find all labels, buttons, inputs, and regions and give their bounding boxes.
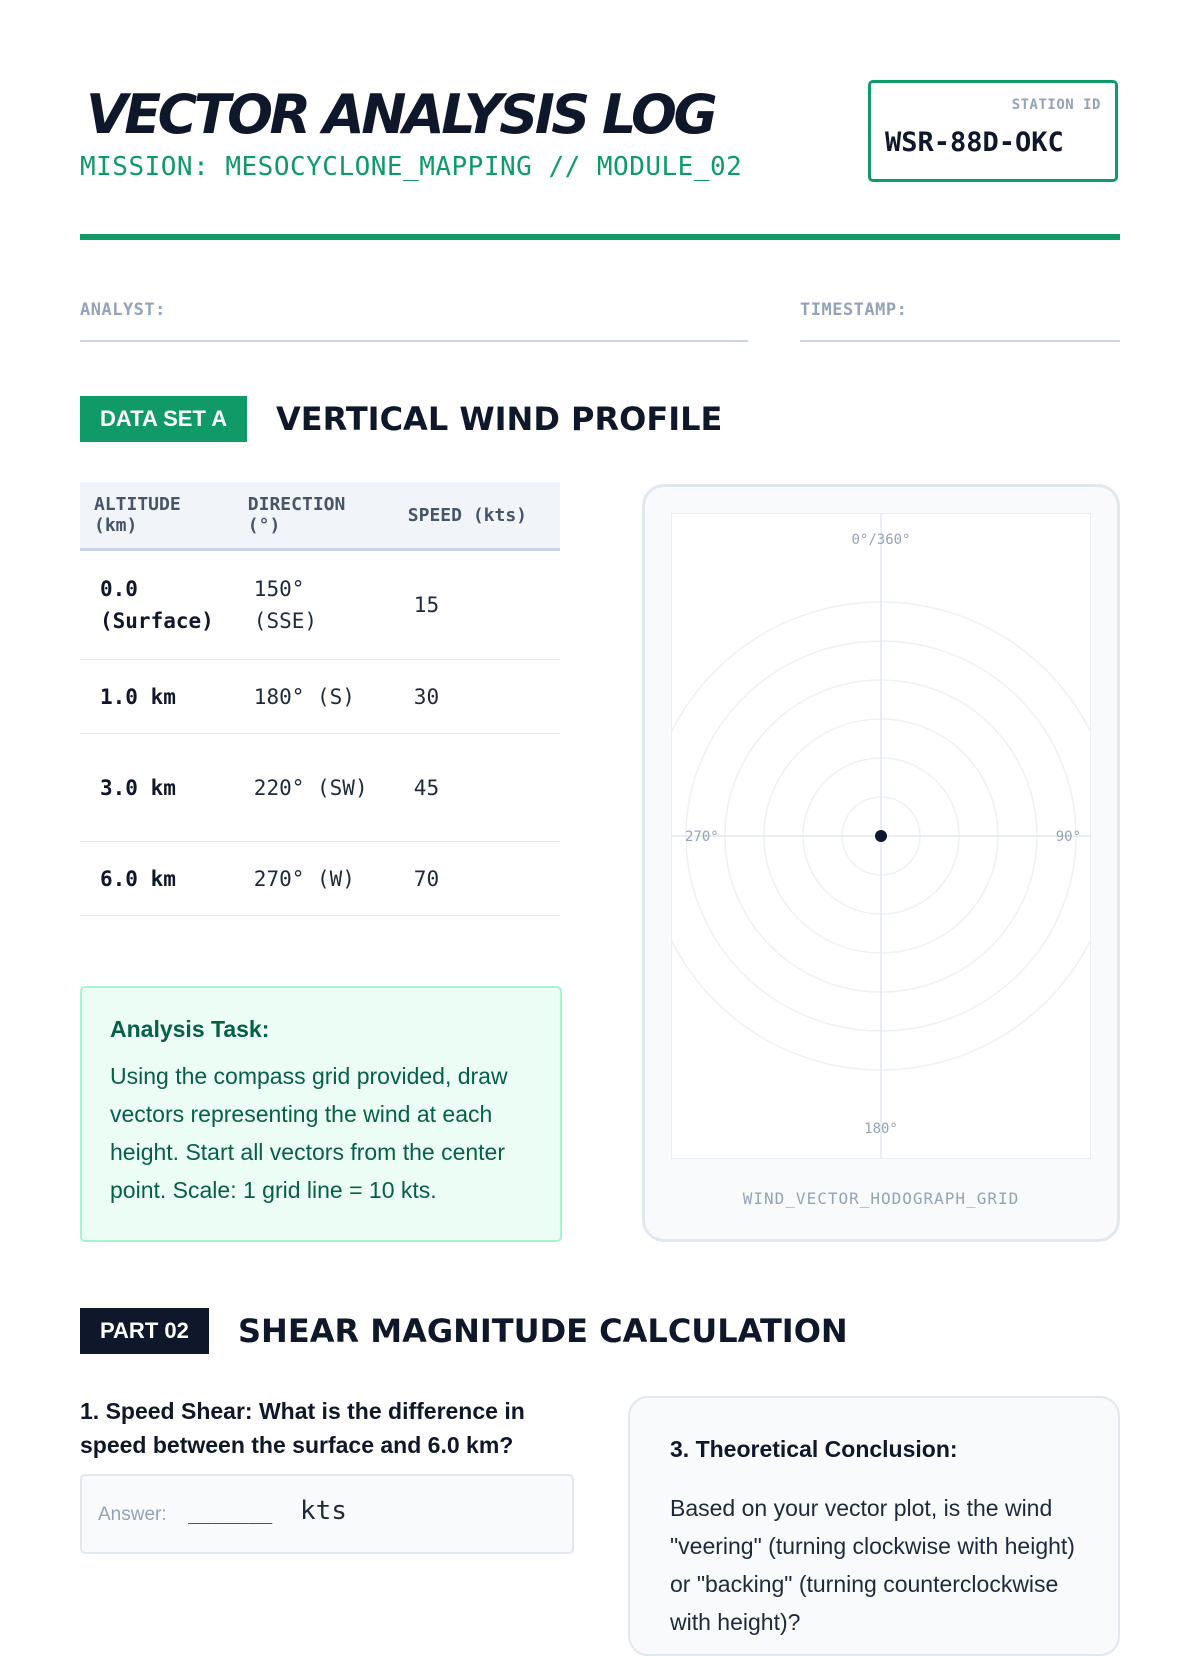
column-header-altitude: ALTITUDE (km): [80, 482, 234, 550]
altitude-cell: 3.0 km: [80, 734, 234, 842]
page-title: VECTOR ANALYSIS LOG: [86, 83, 715, 146]
direction-cell: 270° (W): [234, 842, 394, 916]
section-title-wind-profile: VERTICAL WIND PROFILE: [276, 400, 723, 438]
column-header-direction: DIRECTION (°): [234, 482, 394, 550]
altitude-cell: 1.0 km: [80, 660, 234, 734]
hodograph-card: [642, 484, 1120, 1242]
question-1-text: 1. Speed Shear: What is the difference in speed between the surface and 6.0 km?: [80, 1398, 525, 1458]
east-label: 90°: [1055, 829, 1081, 845]
answer-blank[interactable]: _______: [188, 1500, 273, 1524]
conclusion-title: 3. Theoretical Conclusion:: [670, 1436, 958, 1462]
north-label: 0°/360°: [851, 532, 911, 548]
station-id-label: STATION ID: [1011, 97, 1101, 113]
column-header-speed: SPEED (kts): [394, 482, 560, 550]
header-divider: [80, 234, 1120, 240]
analyst-input-line[interactable]: [80, 340, 748, 342]
mission-subtitle: MISSION: MESOCYCLONE_MAPPING // MODULE_02: [80, 152, 743, 182]
south-label: 180°: [864, 1121, 898, 1137]
table-row: [80, 734, 560, 842]
section-title-shear: SHEAR MAGNITUDE CALCULATION: [238, 1312, 848, 1350]
answer-unit: kts: [300, 1496, 347, 1526]
analyst-label: ANALYST:: [80, 300, 166, 320]
analysis-task-body: Using the compass grid provided, draw vectors representing the wind at each height. Start all vectors from the center point. Scale: 1 grid line = 10 kts.: [110, 1063, 508, 1203]
direction-cell: 180° (S): [234, 660, 394, 734]
wind-profile-table: [80, 482, 560, 916]
conclusion-body: Based on your vector plot, is the wind "veering" (turning clockwise with height) or "backing" (turning counterclockwise with height)?: [670, 1495, 1075, 1635]
analysis-task-title: Analysis Task:: [110, 1016, 270, 1042]
speed-cell: 70: [394, 842, 560, 916]
altitude-cell: 0.0 (Surface): [80, 550, 234, 660]
answer-field[interactable]: [80, 1474, 574, 1554]
speed-cell: 45: [394, 734, 560, 842]
speed-cell: 30: [394, 660, 560, 734]
analysis-task-box: [80, 986, 562, 1242]
answer-label: Answer:: [98, 1504, 167, 1525]
table-row: [80, 550, 560, 660]
theoretical-conclusion-box: [628, 1396, 1120, 1656]
table-row: [80, 660, 560, 734]
hodograph-caption: WIND_VECTOR_HODOGRAPH_GRID: [742, 1189, 1020, 1208]
table-header-row: [80, 482, 560, 550]
hodograph-grid[interactable]: [671, 513, 1091, 1159]
altitude-cell: 6.0 km: [80, 842, 234, 916]
speed-cell: 15: [394, 550, 560, 660]
direction-cell: 150° (SSE): [234, 550, 394, 660]
table-row: [80, 842, 560, 916]
west-label: 270°: [685, 829, 719, 845]
station-id-box: [868, 80, 1118, 182]
direction-cell: 220° (SW): [234, 734, 394, 842]
center-point: [875, 830, 887, 842]
timestamp-input-line[interactable]: [800, 340, 1120, 342]
part-02-tag: PART 02: [80, 1308, 209, 1354]
data-set-a-tag: DATA SET A: [80, 396, 247, 442]
timestamp-label: TIMESTAMP:: [800, 300, 908, 320]
station-id-value: WSR-88D-OKC: [885, 127, 1064, 158]
